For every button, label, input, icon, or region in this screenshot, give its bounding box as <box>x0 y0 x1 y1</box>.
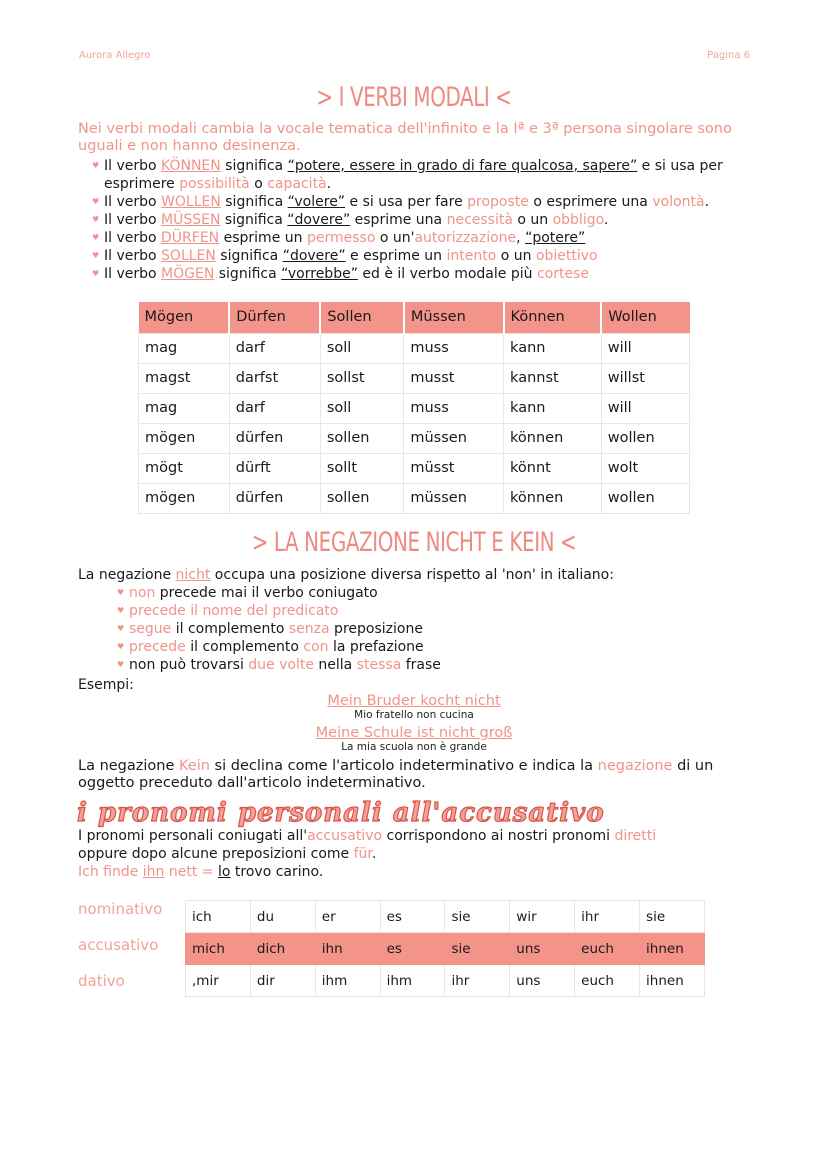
table-cell: darfst <box>229 363 320 393</box>
table-cell: sie <box>640 901 705 933</box>
table-cell: muss <box>404 393 504 423</box>
table-cell: uns <box>510 933 575 965</box>
table-cell: können <box>504 483 602 513</box>
examples-label: Esempi: <box>78 677 134 693</box>
table-cell: dich <box>250 933 315 965</box>
table-cell: darf <box>229 333 320 363</box>
modal-verbs-list <box>92 157 762 283</box>
table-cell: mag <box>139 393 230 423</box>
section-title-negazione: > LA NEGAZIONE NICHT E KEIN < <box>251 527 577 558</box>
table-cell: musst <box>404 363 504 393</box>
list-item: ♥ Il verbo MÜSSEN significa “dovere” esprime una necessità o un obbligo. <box>92 211 762 229</box>
table-row-highlighted <box>186 933 705 965</box>
table-cell: sollst <box>320 363 404 393</box>
table-cell: kann <box>504 393 602 423</box>
row-label-nominativo: nominativo <box>78 900 163 918</box>
table-cell: darf <box>229 393 320 423</box>
table-cell: mögt <box>139 453 230 483</box>
table-row <box>139 423 690 453</box>
list-item: ♥ non precede mai il verbo coniugato <box>117 584 617 602</box>
table-cell: er <box>315 901 380 933</box>
table-cell: dürft <box>229 453 320 483</box>
row-label-accusativo: accusativo <box>78 936 159 954</box>
table-cell: will <box>601 393 689 423</box>
example-italian: Mio fratello non cucina <box>354 709 474 721</box>
table-cell: ihnen <box>640 933 705 965</box>
example-italian: La mia scuola non è grande <box>341 741 487 753</box>
table-cell: wolt <box>601 453 689 483</box>
table-cell: willst <box>601 363 689 393</box>
table-cell: wir <box>510 901 575 933</box>
table-cell: uns <box>510 965 575 997</box>
table-cell: ihr <box>445 965 510 997</box>
table-cell: müssen <box>404 423 504 453</box>
column-header: Wollen <box>601 302 689 333</box>
table-cell: ,mir <box>186 965 251 997</box>
table-row <box>186 901 705 933</box>
table-row <box>186 965 705 997</box>
table-cell: soll <box>320 393 404 423</box>
section-title-verbi-modali: > I VERBI MODALI < <box>316 82 512 113</box>
table-cell: dir <box>250 965 315 997</box>
table-cell: es <box>380 933 445 965</box>
list-item: ♥ Il verbo DÜRFEN esprime un permesso o un'autorizzazione, “potere” <box>92 229 762 247</box>
table-cell: du <box>250 901 315 933</box>
author-name: Aurora Allegro <box>79 50 151 61</box>
column-header: Können <box>504 302 602 333</box>
table-cell: ihm <box>315 965 380 997</box>
table-cell: mögen <box>139 423 230 453</box>
list-item: ♥ Il verbo MÖGEN significa “vorrebbe” ed è il verbo modale più cortese <box>92 265 762 283</box>
table-cell: ihr <box>575 901 640 933</box>
page-number: Pagina 6 <box>707 50 750 61</box>
section-title-pronomi: i pronomi personali all'accusativo <box>77 798 605 828</box>
table-cell: ihn <box>315 933 380 965</box>
table-cell: sollen <box>320 483 404 513</box>
list-item: ♥ Il verbo KÖNNEN significa “potere, essere in grado di fare qualcosa, sapere” e si usa per esprimere possibilità o capacità. <box>92 157 762 193</box>
table-cell: müsst <box>404 453 504 483</box>
list-item: ♥ precede il nome del predicato <box>117 602 617 620</box>
kein-explanation: La negazione Kein si declina come l'articolo indeterminativo e indica la negazione di un oggetto preceduto dall'articolo indeterminativo. <box>78 758 714 791</box>
table-cell: ihm <box>380 965 445 997</box>
list-item: ♥ segue il complemento senza preposizione <box>117 620 617 638</box>
table-cell: kann <box>504 333 602 363</box>
example-german: Meine Schule ist nicht groß <box>315 725 513 741</box>
table-row <box>139 483 690 513</box>
table-cell: kannst <box>504 363 602 393</box>
list-item: ♥ Il verbo WOLLEN significa “volere” e si usa per fare proposte o esprimere una volontà. <box>92 193 762 211</box>
pronouns-intro-1: I pronomi personali coniugati all'accusativo corrispondono ai nostri pronomi diretti <box>78 828 657 844</box>
example-german: Mein Bruder kocht nicht <box>327 693 501 709</box>
table-cell: soll <box>320 333 404 363</box>
modal-verbs-table <box>138 302 690 514</box>
pronouns-intro-2: oppure dopo alcune preposizioni come für. <box>78 846 377 862</box>
row-label-dativo: dativo <box>78 972 125 990</box>
list-item: ♥ Il verbo SOLLEN significa “dovere” e esprime un intento o un obiettivo <box>92 247 762 265</box>
table-header-row <box>139 302 690 333</box>
table-cell: müssen <box>404 483 504 513</box>
table-cell: mich <box>186 933 251 965</box>
table-cell: könnt <box>504 453 602 483</box>
example-2 <box>0 725 828 753</box>
table-cell: muss <box>404 333 504 363</box>
column-header: Müssen <box>404 302 504 333</box>
list-item: ♥ precede il complemento con la prefazione <box>117 638 617 656</box>
table-row <box>139 333 690 363</box>
table-cell: sollt <box>320 453 404 483</box>
table-cell: ich <box>186 901 251 933</box>
negation-rules-list <box>117 584 617 674</box>
table-cell: können <box>504 423 602 453</box>
table-cell: euch <box>575 965 640 997</box>
column-header: Dürfen <box>229 302 320 333</box>
table-row <box>139 453 690 483</box>
column-header: Sollen <box>320 302 404 333</box>
pronouns-table <box>185 900 705 997</box>
modal-intro: Nei verbi modali cambia la vocale tematica dell'infinito e la Iª e 3ª persona singolare sono uguali e non hanno desinenza. <box>78 121 732 154</box>
table-cell: mögen <box>139 483 230 513</box>
table-cell: magst <box>139 363 230 393</box>
table-cell: sie <box>445 933 510 965</box>
column-header: Mögen <box>139 302 230 333</box>
table-row <box>139 393 690 423</box>
table-cell: mag <box>139 333 230 363</box>
pronouns-example: Ich finde ihn nett = lo trovo carino. <box>78 864 324 880</box>
table-cell: will <box>601 333 689 363</box>
table-cell: euch <box>575 933 640 965</box>
negation-intro: La negazione nicht occupa una posizione diversa rispetto al 'non' in italiano: <box>78 567 614 583</box>
table-row <box>139 363 690 393</box>
table-cell: ihnen <box>640 965 705 997</box>
table-cell: dürfen <box>229 483 320 513</box>
table-cell: sollen <box>320 423 404 453</box>
table-cell: sie <box>445 901 510 933</box>
table-cell: dürfen <box>229 423 320 453</box>
table-cell: es <box>380 901 445 933</box>
example-1 <box>0 693 828 721</box>
table-cell: wollen <box>601 423 689 453</box>
table-cell: wollen <box>601 483 689 513</box>
list-item: ♥ non può trovarsi due volte nella stessa frase <box>117 656 617 674</box>
